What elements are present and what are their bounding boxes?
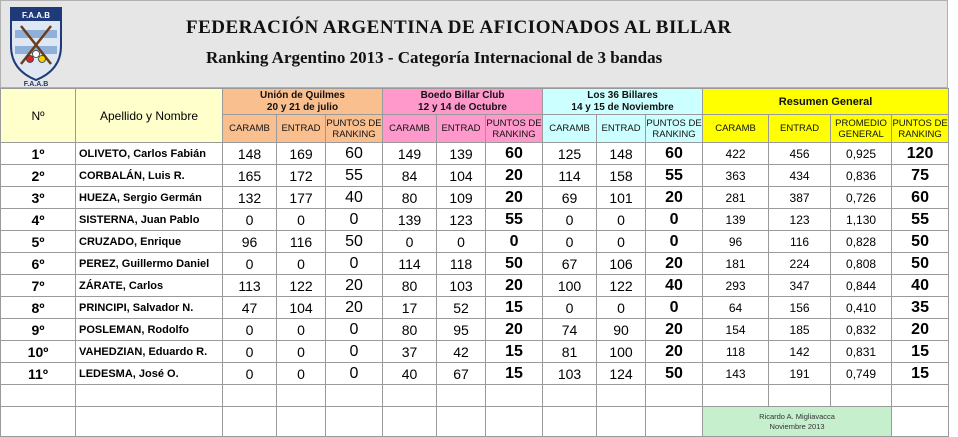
rank-position: 9º (1, 319, 76, 341)
ranking-points: 55 (646, 165, 703, 187)
general-average: 0,828 (831, 231, 892, 253)
player-name: PRINCIPI, Salvador N. (76, 297, 223, 319)
ranking-points: 0 (326, 253, 383, 275)
sub-entrad: ENTRAD (277, 115, 326, 143)
ranking-points: 20 (646, 253, 703, 275)
ranking-points: 0 (326, 209, 383, 231)
caramb-value: 0 (383, 231, 437, 253)
total-entrad: 456 (769, 143, 831, 165)
entrad-value: 109 (437, 187, 486, 209)
caramb-value: 103 (543, 363, 597, 385)
faab-logo (7, 4, 65, 82)
header-event-quilmes (223, 89, 383, 115)
caramb-value: 80 (383, 319, 437, 341)
total-caramb: 181 (703, 253, 769, 275)
total-points: 50 (892, 253, 949, 275)
caramb-value: 0 (543, 297, 597, 319)
total-caramb: 64 (703, 297, 769, 319)
ranking-subtitle: Ranking Argentino 2013 - Categoría Internacional de 3 bandas (206, 48, 663, 67)
sub-puntos: PUNTOS DE RANKING (646, 115, 703, 143)
caramb-value: 0 (223, 341, 277, 363)
entrad-value: 104 (437, 165, 486, 187)
entrad-value: 123 (437, 209, 486, 231)
entrad-value: 124 (597, 363, 646, 385)
credit-date: Noviembre 2013 (769, 421, 825, 431)
entrad-value: 0 (597, 231, 646, 253)
credit-author: Ricardo A. Migliavacca (759, 411, 835, 421)
caramb-value: 40 (383, 363, 437, 385)
caramb-value: 100 (543, 275, 597, 297)
total-entrad: 387 (769, 187, 831, 209)
caramb-value: 148 (223, 143, 277, 165)
table-row (1, 253, 949, 275)
caramb-value: 0 (223, 209, 277, 231)
total-entrad: 347 (769, 275, 831, 297)
caramb-value: 81 (543, 341, 597, 363)
ranking-points: 20 (486, 187, 543, 209)
total-entrad: 123 (769, 209, 831, 231)
entrad-value: 0 (277, 319, 326, 341)
ranking-points: 55 (486, 209, 543, 231)
caramb-value: 84 (383, 165, 437, 187)
total-points: 35 (892, 297, 949, 319)
entrad-value: 169 (277, 143, 326, 165)
entrad-value: 0 (277, 363, 326, 385)
ranking-rows (1, 143, 949, 407)
header-summary: Resumen General (703, 89, 949, 115)
total-points: 15 (892, 341, 949, 363)
general-average: 0,808 (831, 253, 892, 275)
ranking-points: 60 (646, 143, 703, 165)
caramb-value: 80 (383, 187, 437, 209)
total-points: 75 (892, 165, 949, 187)
event3-venue: Los 36 Billares (587, 89, 658, 101)
caramb-value: 0 (223, 319, 277, 341)
table-row (1, 165, 949, 187)
table-row (1, 143, 949, 165)
entrad-value: 103 (437, 275, 486, 297)
player-name: PEREZ, Guillermo Daniel (76, 253, 223, 275)
general-average: 0,844 (831, 275, 892, 297)
entrad-value: 0 (277, 209, 326, 231)
player-name: SISTERNA, Juan Pablo (76, 209, 223, 231)
entrad-value: 104 (277, 297, 326, 319)
total-points: 20 (892, 319, 949, 341)
total-caramb: 118 (703, 341, 769, 363)
event2-venue: Boedo Billar Club (420, 89, 505, 101)
player-name: CORBALÁN, Luis R. (76, 165, 223, 187)
entrad-value: 122 (597, 275, 646, 297)
total-entrad: 191 (769, 363, 831, 385)
rank-position: 7º (1, 275, 76, 297)
general-average: 0,925 (831, 143, 892, 165)
rank-position: 3º (1, 187, 76, 209)
ranking-points: 0 (326, 363, 383, 385)
total-points: 15 (892, 363, 949, 385)
ranking-points: 20 (486, 319, 543, 341)
total-points: 60 (892, 187, 949, 209)
total-caramb: 281 (703, 187, 769, 209)
ranking-points: 20 (646, 341, 703, 363)
entrad-value: 67 (437, 363, 486, 385)
table-row (1, 209, 949, 231)
table-row (1, 231, 949, 253)
event3-dates: 14 y 15 de Noviembre (571, 101, 674, 113)
sub-entrad: ENTRAD (597, 115, 646, 143)
sub-caramb: CARAMB (223, 115, 277, 143)
table-row (1, 319, 949, 341)
total-entrad: 142 (769, 341, 831, 363)
caramb-value: 17 (383, 297, 437, 319)
caramb-value: 114 (543, 165, 597, 187)
logo-text: F.A.A.B (22, 11, 50, 20)
ranking-points: 20 (646, 319, 703, 341)
entrad-value: 0 (597, 297, 646, 319)
caramb-value: 67 (543, 253, 597, 275)
total-caramb: 154 (703, 319, 769, 341)
credit-box (703, 407, 892, 437)
entrad-value: 139 (437, 143, 486, 165)
total-caramb: 139 (703, 209, 769, 231)
ranking-table (0, 88, 949, 437)
sub-entrad: ENTRAD (437, 115, 486, 143)
ranking-points: 0 (646, 297, 703, 319)
sub-puntos: PUNTOS DE RANKING (892, 115, 949, 143)
rank-position: 5º (1, 231, 76, 253)
caramb-value: 96 (223, 231, 277, 253)
player-name: VAHEDZIAN, Eduardo R. (76, 341, 223, 363)
ranking-points: 0 (646, 231, 703, 253)
header-num: Nº (1, 89, 76, 143)
ranking-points: 50 (646, 363, 703, 385)
ranking-points: 55 (326, 165, 383, 187)
entrad-value: 148 (597, 143, 646, 165)
total-entrad: 224 (769, 253, 831, 275)
total-caramb: 293 (703, 275, 769, 297)
rank-position: 10º (1, 341, 76, 363)
player-name: HUEZA, Sergio Germán (76, 187, 223, 209)
ranking-points: 20 (326, 297, 383, 319)
caramb-value: 114 (383, 253, 437, 275)
ranking-points: 20 (486, 275, 543, 297)
entrad-value: 116 (277, 231, 326, 253)
player-name: POSLEMAN, Rodolfo (76, 319, 223, 341)
entrad-value: 0 (277, 253, 326, 275)
ranking-points: 50 (486, 253, 543, 275)
ranking-points: 15 (486, 363, 543, 385)
total-caramb: 96 (703, 231, 769, 253)
caramb-value: 74 (543, 319, 597, 341)
general-average: 0,749 (831, 363, 892, 385)
ranking-points: 40 (646, 275, 703, 297)
general-average: 0,832 (831, 319, 892, 341)
event1-venue: Unión de Quilmes (259, 89, 345, 101)
sub-puntos: PUNTOS DE RANKING (486, 115, 543, 143)
entrad-value: 122 (277, 275, 326, 297)
entrad-value: 52 (437, 297, 486, 319)
entrad-value: 118 (437, 253, 486, 275)
entrad-value: 0 (437, 231, 486, 253)
rank-position: 8º (1, 297, 76, 319)
total-points: 40 (892, 275, 949, 297)
ranking-points: 60 (326, 143, 383, 165)
caramb-value: 132 (223, 187, 277, 209)
ranking-points: 0 (646, 209, 703, 231)
ranking-points: 15 (486, 297, 543, 319)
general-average: 0,410 (831, 297, 892, 319)
entrad-value: 95 (437, 319, 486, 341)
header-name: Apellido y Nombre (76, 89, 223, 143)
total-caramb: 143 (703, 363, 769, 385)
total-points: 120 (892, 143, 949, 165)
title-banner (0, 0, 948, 88)
caramb-value: 165 (223, 165, 277, 187)
total-entrad: 156 (769, 297, 831, 319)
total-entrad: 116 (769, 231, 831, 253)
caramb-value: 0 (223, 363, 277, 385)
total-entrad: 185 (769, 319, 831, 341)
ranking-points: 60 (486, 143, 543, 165)
footer-row (1, 407, 949, 437)
player-name: OLIVETO, Carlos Fabián (76, 143, 223, 165)
sub-caramb: CARAMB (703, 115, 769, 143)
caramb-value: 139 (383, 209, 437, 231)
rank-position: 4º (1, 209, 76, 231)
ranking-points: 0 (326, 341, 383, 363)
ranking-points: 40 (326, 187, 383, 209)
sub-puntos: PUNTOS DE RANKING (326, 115, 383, 143)
sub-entrad: ENTRAD (769, 115, 831, 143)
header-event-boedo (383, 89, 543, 115)
entrad-value: 158 (597, 165, 646, 187)
general-average: 1,130 (831, 209, 892, 231)
total-points: 55 (892, 209, 949, 231)
federation-title: FEDERACIÓN ARGENTINA DE AFICIONADOS AL BILLAR (186, 17, 732, 38)
total-points: 50 (892, 231, 949, 253)
table-row (1, 363, 949, 385)
table-row (1, 275, 949, 297)
entrad-value: 172 (277, 165, 326, 187)
empty-row (1, 385, 949, 407)
ranking-points: 20 (326, 275, 383, 297)
ranking-points: 15 (486, 341, 543, 363)
rank-position: 1º (1, 143, 76, 165)
logo-caption: F.A.A.B (23, 81, 49, 88)
sub-caramb: CARAMB (383, 115, 437, 143)
caramb-value: 0 (543, 209, 597, 231)
caramb-value: 125 (543, 143, 597, 165)
player-name: CRUZADO, Enrique (76, 231, 223, 253)
general-average: 0,726 (831, 187, 892, 209)
table-row (1, 297, 949, 319)
caramb-value: 113 (223, 275, 277, 297)
entrad-value: 106 (597, 253, 646, 275)
general-average: 0,836 (831, 165, 892, 187)
entrad-value: 101 (597, 187, 646, 209)
caramb-value: 0 (543, 231, 597, 253)
entrad-value: 42 (437, 341, 486, 363)
player-name: ZÁRATE, Carlos (76, 275, 223, 297)
entrad-value: 90 (597, 319, 646, 341)
rank-position: 6º (1, 253, 76, 275)
header-event-36-billares (543, 89, 703, 115)
sub-promedio: PROMEDIO GENERAL (831, 115, 892, 143)
player-name: LEDESMA, José O. (76, 363, 223, 385)
caramb-value: 47 (223, 297, 277, 319)
event2-dates: 12 y 14 de Octubre (418, 101, 507, 113)
total-caramb: 422 (703, 143, 769, 165)
caramb-value: 0 (223, 253, 277, 275)
table-row (1, 341, 949, 363)
entrad-value: 0 (597, 209, 646, 231)
entrad-value: 0 (277, 341, 326, 363)
table-row (1, 187, 949, 209)
sub-caramb: CARAMB (543, 115, 597, 143)
caramb-value: 80 (383, 275, 437, 297)
entrad-value: 100 (597, 341, 646, 363)
entrad-value: 177 (277, 187, 326, 209)
rank-position: 2º (1, 165, 76, 187)
ranking-points: 20 (486, 165, 543, 187)
total-caramb: 363 (703, 165, 769, 187)
ranking-points: 0 (486, 231, 543, 253)
rank-position: 11º (1, 363, 76, 385)
ranking-points: 50 (326, 231, 383, 253)
event1-dates: 20 y 21 de julio (266, 101, 339, 113)
ranking-points: 0 (326, 319, 383, 341)
ranking-points: 20 (646, 187, 703, 209)
caramb-value: 37 (383, 341, 437, 363)
caramb-value: 149 (383, 143, 437, 165)
total-entrad: 434 (769, 165, 831, 187)
general-average: 0,831 (831, 341, 892, 363)
caramb-value: 69 (543, 187, 597, 209)
